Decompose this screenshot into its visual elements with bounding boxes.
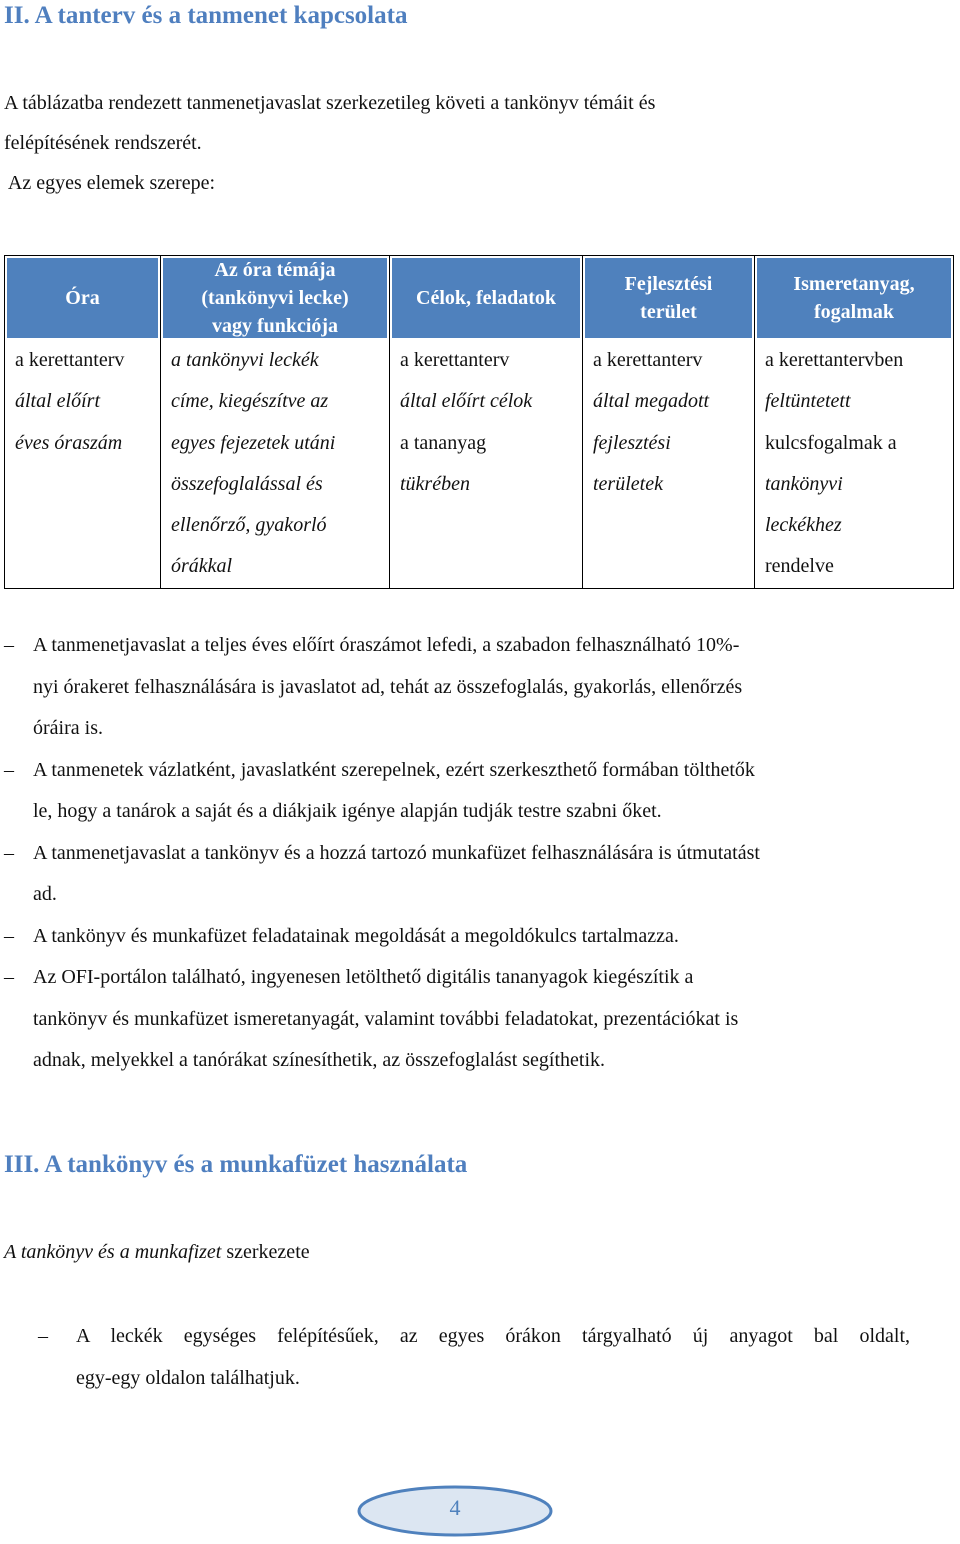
header-ismeretanyag <box>755 256 954 341</box>
lesson-plan-table <box>4 255 954 589</box>
bullet-line: óráira is. <box>33 717 103 739</box>
section-3-subtitle <box>4 1232 310 1272</box>
header-line: fogalmak <box>814 301 894 323</box>
cell-line: a kerettanterv <box>400 349 510 371</box>
list-item <box>0 957 900 1082</box>
section-3-title: III. A tankönyv és a munkafüzet használata <box>4 1151 468 1178</box>
header-line: Célok, feladatok <box>416 287 556 309</box>
cell-line: tankönyvi <box>765 472 843 495</box>
header-line: Ismeretanyag, <box>793 273 915 295</box>
cell-line: területek <box>593 472 663 495</box>
cell-ismeretanyag <box>755 340 954 588</box>
table-row <box>5 340 954 588</box>
bullet-line: A tanmenetjavaslat a tankönyv és a hozzá tartozó munkafüzet felhasználására is útmutatást <box>33 841 760 864</box>
header-line: Fejlesztési <box>624 273 713 295</box>
section-3-bullet <box>0 1315 910 1399</box>
bullet-line: le, hogy a tanárok a saját és a diákjaik igénye alapján tudják testre szabni őket. <box>33 800 662 822</box>
header-temaja <box>161 256 390 341</box>
bullet-line: A tanmenetjavaslat a teljes éves előírt óraszámot lefedi, a szabadon felhasználható 10%- <box>33 634 740 656</box>
bullet-line: adnak, melyekkel a tanórákat színesíthetik, az összefoglalást segíthetik. <box>33 1049 606 1071</box>
header-ora <box>5 256 161 341</box>
bullet-line: A tankönyv és munkafüzet feladatainak megoldását a megoldókulcs tartalmazza. <box>33 924 679 947</box>
section-2-title: II. A tanterv és a tanmenet kapcsolata <box>4 2 408 29</box>
cell-line: a tananyag <box>400 431 487 454</box>
table-header-row <box>5 256 954 341</box>
intro-paragraph <box>4 83 655 203</box>
cell-line: rendelve <box>765 555 834 578</box>
cell-line: összefoglalással és <box>171 472 323 495</box>
bullet-line: A leckék egységes felépítésűek, az egyes órákon tárgyalható új anyagot bal oldalt, <box>76 1325 910 1347</box>
cell-line: címe, kiegészítve az <box>171 390 329 413</box>
header-line: Óra <box>65 287 100 309</box>
bullet-dash: – <box>4 924 14 947</box>
notes-bullet-list <box>0 625 900 1082</box>
header-fejlesztesi <box>583 256 755 341</box>
header-line: terület <box>640 301 697 323</box>
cell-line: a kerettanterv <box>593 349 703 371</box>
cell-line: tükrében <box>400 472 470 495</box>
cell-line: kulcsfogalmak a <box>765 431 897 454</box>
cell-line: ellenőrző, gyakorló <box>171 514 327 537</box>
bullet-line: ad. <box>33 883 57 905</box>
subtitle-italic: A tankönyv és a munkafizet <box>4 1241 222 1263</box>
header-line: (tankönyvi lecke) <box>201 287 349 309</box>
header-line: Az óra témája <box>214 259 336 281</box>
cell-line: által előírt célok <box>400 390 533 413</box>
intro-line: A táblázatba rendezett tanmenetjavaslat szerkezetileg követi a tankönyv témáit és <box>4 92 656 114</box>
bullet-line: A tanmenetek vázlatként, javaslatként szerepelnek, ezért szerkeszthető formában tölthetők <box>33 758 755 781</box>
cell-ora <box>5 340 161 588</box>
intro-line: felépítésének rendszerét. <box>4 132 202 154</box>
cell-line: a kerettanterv <box>15 349 125 371</box>
header-celok <box>390 256 583 341</box>
bullet-line: tankönyv és munkafüzet ismeretanyagát, valamint további feladatokat, prezentációkat is <box>33 1007 739 1030</box>
cell-line: a kerettantervben <box>765 349 904 371</box>
cell-line: a tankönyvi leckék <box>171 349 319 371</box>
cell-line: egyes fejezetek utáni <box>171 431 336 454</box>
cell-line: órákkal <box>171 555 233 578</box>
list-item <box>0 625 900 750</box>
list-item <box>0 916 900 958</box>
bullet-dash: – <box>38 1325 48 1347</box>
bullet-dash: – <box>4 758 14 781</box>
list-item <box>0 833 900 916</box>
cell-line: által megadott <box>593 390 710 413</box>
bullet-dash: – <box>4 966 14 988</box>
cell-temaja <box>161 340 390 588</box>
cell-line: fejlesztési <box>593 431 671 454</box>
bullet-line: Az OFI-portálon található, ingyenesen letölthető digitális tananyagok kiegészítik a <box>33 966 694 988</box>
cell-celok <box>390 340 583 588</box>
subtitle-rest: szerkezete <box>221 1241 310 1263</box>
intro-line: Az egyes elemek szerepe: <box>4 172 216 194</box>
cell-fejlesztesi <box>583 340 755 588</box>
bullet-dash: – <box>4 841 14 864</box>
bullet-dash: – <box>4 634 14 656</box>
header-line: vagy funkciója <box>211 315 339 337</box>
cell-line: leckékhez <box>765 514 842 537</box>
page-number-badge <box>356 1483 554 1539</box>
cell-line: által előírt <box>15 390 100 413</box>
page-number: 4 <box>449 1495 461 1520</box>
list-item <box>0 750 900 833</box>
cell-line: éves óraszám <box>15 431 123 454</box>
bullet-line: nyi órakeret felhasználására is javaslatot ad, tehát az összefoglalás, gyakorlás, ellenőrzés <box>33 675 743 698</box>
cell-line: feltüntetett <box>765 390 851 413</box>
bullet-line: egy-egy oldalon találhatjuk. <box>76 1367 300 1389</box>
